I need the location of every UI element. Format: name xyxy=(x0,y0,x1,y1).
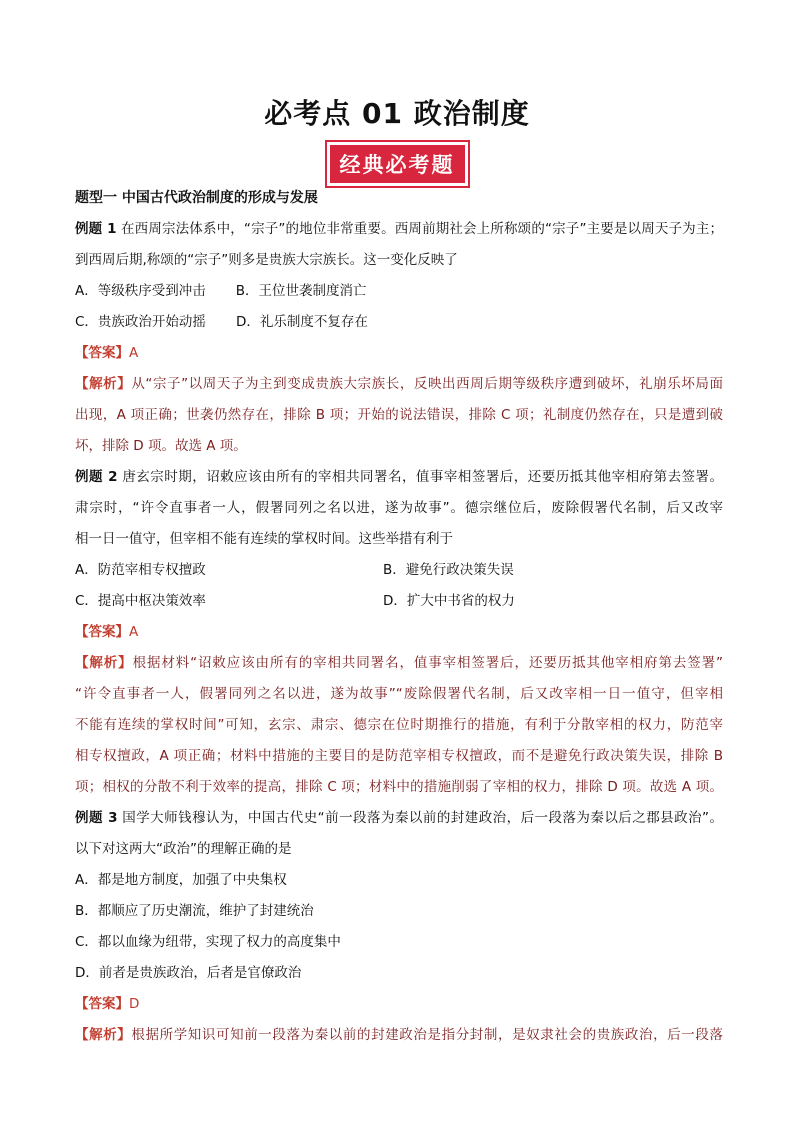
q1-option-d: D．礼乐制度不复存在 xyxy=(235,314,368,330)
q3-expl-text-1: 根据所学知识可知前一段落为秦以前的封建政治是指分封制，是奴隶社会的贵族政治，后一段落 xyxy=(131,1027,723,1043)
q2-text-1: 唐玄宗时期，诏敕应该由所有的宰相共同署名，值事宰相签署后，还要历抵其他宰相府第去签署。 xyxy=(122,469,723,485)
q3-text-1: 国学大师钱穆认为，中国古代史“前一段落为秦以前的封建政治，后一段落为秦以后之郡县政治”。 xyxy=(122,810,723,826)
q1-expl-tag: 【解析】 xyxy=(75,376,132,392)
q3-line-1 xyxy=(75,803,723,834)
q2-answer-tag: 【答案】 xyxy=(75,624,129,640)
q1-line-1 xyxy=(75,214,723,245)
q3-option-d: D．前者是贵族政治，后者是官僚政治 xyxy=(75,965,302,981)
q3-line-2: 以下对这两大“政治”的理解正确的是 xyxy=(75,841,292,857)
q1-text-1: 在西周宗法体系中，“宗子”的地位非常重要。西周前期社会上所称颂的“宗子”主要是以周天子为主； xyxy=(121,221,723,237)
q1-options-cd xyxy=(75,307,723,338)
q2-answer xyxy=(75,617,723,648)
q3-option-a: A．都是地方制度，加强了中央集权 xyxy=(75,872,287,888)
q1-expl-3: 坏，排除 D 项。故选 A 项。 xyxy=(75,438,247,454)
q3-expl-1 xyxy=(75,1020,723,1051)
q2-expl-2: “许令直事者一人，假署同列之名以进，遂为故事”“废除假署代名制，后又改宰相一日一值守，但宰相 xyxy=(75,686,723,702)
q2-expl-5: 项；相权的分散不利于效率的提高，排除 C 项；材料中的措施削弱了宰相的权力，排除 D 项。故选 A 项。 xyxy=(75,779,723,795)
q2-option-b: B．避免行政决策失误 xyxy=(383,562,514,578)
q1-answer-tag: 【答案】 xyxy=(75,345,129,361)
classic-questions-badge: 经典必考题 xyxy=(327,142,468,186)
q3-option-b: B．都顺应了历史潮流，维护了封建统治 xyxy=(75,903,314,919)
q1-answer-value: A xyxy=(129,345,139,361)
q2-expl-tag: 【解析】 xyxy=(75,655,133,671)
q2-line-1 xyxy=(75,462,723,493)
q2-line-2: 肃宗时，“许令直事者一人，假署同列之名以进，遂为故事”。德宗继位后，废除假署代名制，后又改宰 xyxy=(75,500,723,516)
q2-label: 例题 2 xyxy=(75,469,118,485)
q1-options-ab xyxy=(75,276,723,307)
q3-label: 例题 3 xyxy=(75,810,118,826)
q3-answer xyxy=(75,989,723,1020)
q2-options-ab xyxy=(75,555,723,586)
q3-expl-tag: 【解析】 xyxy=(75,1027,132,1043)
q2-option-c: C．提高中枢决策效率 xyxy=(75,593,206,609)
q1-expl-text-1: 从“宗子”以周天子为主到变成贵族大宗族长，反映出西周后期等级秩序遭到破坏，礼崩乐坏局面 xyxy=(131,376,723,392)
q3-answer-tag: 【答案】 xyxy=(75,996,129,1012)
q2-line-3: 相一日一值守，但宰相不能有连续的掌权时间。这些举措有利于 xyxy=(75,531,453,547)
content xyxy=(75,183,723,1051)
q2-answer-value: A xyxy=(129,624,139,640)
q2-expl-1 xyxy=(75,648,723,679)
q1-expl-2: 出现，A 项正确；世袭仍然存在，排除 B 项；开始的说法错误，排除 C 项；礼制度仍然存在，只是遭到破 xyxy=(75,407,723,423)
section-heading: 题型一 中国古代政治制度的形成与发展 xyxy=(75,190,318,206)
q2-options-cd xyxy=(75,586,723,617)
q2-option-a: A．防范宰相专权擅政 xyxy=(75,562,206,578)
q1-option-a: A．等级秩序受到冲击 xyxy=(75,283,206,299)
q1-option-c: C．贵族政治开始动摇 xyxy=(75,314,206,330)
q1-answer xyxy=(75,338,723,369)
q2-expl-text-1: 根据材料“诏敕应该由所有的宰相共同署名，值事宰相签署后，还要历抵其他宰相府第去签署” xyxy=(132,655,723,671)
q1-label: 例题 1 xyxy=(75,221,117,237)
badge-wrap xyxy=(0,142,794,186)
q2-option-d: D．扩大中书省的权力 xyxy=(383,593,515,609)
q1-line-2: 到西周后期,称颂的“宗子”则多是贵族大宗族长。这一变化反映了 xyxy=(75,252,458,268)
q1-expl-1 xyxy=(75,369,723,400)
q2-expl-4: 相专权擅政，A 项正确；材料中措施的主要目的是防范宰相专权擅政，而不是避免行政决策失误，排除 B xyxy=(75,748,723,764)
q1-option-b: B．王位世袭制度消亡 xyxy=(235,283,367,299)
q3-option-c: C．都以血缘为纽带，实现了权力的高度集中 xyxy=(75,934,341,950)
q3-answer-value: D xyxy=(129,996,140,1012)
page-title: 必考点 01 政治制度 xyxy=(264,97,530,130)
q2-expl-3: 不能有连续的掌权时间”可知，玄宗、肃宗、德宗在位时期推行的措施，有利于分散宰相的权力，防范宰 xyxy=(75,717,723,733)
